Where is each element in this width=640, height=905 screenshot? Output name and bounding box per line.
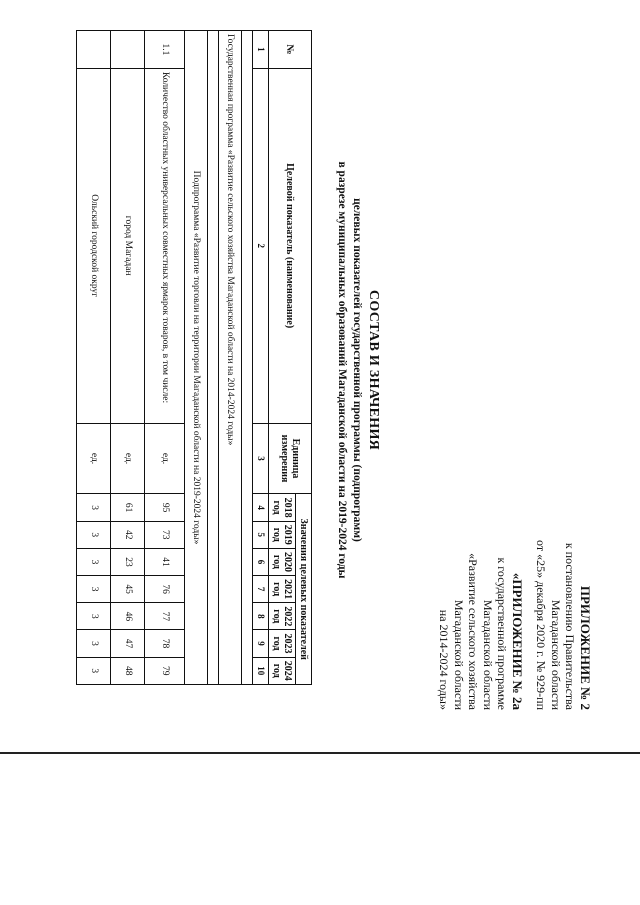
row-value: 3 [77, 521, 111, 548]
appendix-line: Магаданской области [452, 599, 466, 710]
column-number-row [253, 31, 269, 685]
row-value: 73 [145, 521, 185, 548]
header-year: 2023 год [269, 630, 296, 657]
row-indicator-name: Количество областных универсальных совместных ярмарок товаров, в том числе: [145, 68, 185, 423]
appendix-line: Магаданской области [481, 599, 495, 710]
column-number: 9 [253, 630, 269, 657]
row-value: 77 [145, 603, 185, 630]
row-value: 61 [111, 494, 145, 521]
document-heading [334, 20, 382, 720]
indicators-table [76, 30, 312, 685]
row-value: 41 [145, 548, 185, 575]
column-number: 1 [253, 31, 269, 69]
table-row [111, 31, 145, 685]
row-value: 3 [77, 548, 111, 575]
column-number: 2 [253, 68, 269, 423]
row-value: 48 [111, 657, 145, 684]
header-indicator-name: Целевой показатель (наименование) [269, 68, 312, 423]
appendix-subtitle: «ПРИЛОЖЕНИЕ № 2а [510, 572, 525, 710]
subprogram-row [185, 31, 208, 685]
header-year: 2024 год [269, 657, 296, 684]
header-year: 2021 год [269, 576, 296, 603]
column-number: 4 [253, 494, 269, 521]
row-indicator-name: Ольский городской округ [77, 68, 111, 423]
row-indicator-name: город Магадан [111, 68, 145, 423]
page-divider-line [0, 752, 640, 754]
row-value: 3 [77, 603, 111, 630]
row-value: 95 [145, 494, 185, 521]
subprogram-title: Подпрограмма «Развитие торговли на территории Магаданской области на 2019-2024 годы» [185, 31, 208, 685]
appendix-header [437, 20, 592, 710]
rotated-document-page [0, 20, 600, 720]
column-number: 3 [253, 423, 269, 494]
header-year: 2022 год [269, 603, 296, 630]
row-value: 42 [111, 521, 145, 548]
row-value: 3 [77, 494, 111, 521]
column-number: 8 [253, 603, 269, 630]
row-value: 3 [77, 657, 111, 684]
document-subtitle: в разрезе муниципальных образований Магаданской области на 2019-2024 годы [336, 161, 348, 579]
row-value: 78 [145, 630, 185, 657]
column-number: 6 [253, 548, 269, 575]
column-number: 10 [253, 657, 269, 684]
row-value: 3 [77, 576, 111, 603]
appendix-line: на 2014-2024 годы» [437, 609, 452, 710]
appendix-line: «Развитие сельского хозяйства [466, 553, 481, 710]
document-subtitle: целевых показателей государственной программы (подпрограмм) [351, 198, 363, 542]
row-value: 47 [111, 630, 145, 657]
row-number [111, 31, 145, 69]
appendix-line: к государственной программе [495, 557, 510, 710]
row-value: 79 [145, 657, 185, 684]
row-unit: ед. [111, 423, 145, 494]
row-value: 45 [111, 576, 145, 603]
appendix-line: Магаданской области [549, 599, 563, 710]
row-value: 3 [77, 630, 111, 657]
table-row [145, 31, 185, 685]
appendix-line: к постановлению Правительства [563, 542, 578, 710]
row-number [77, 31, 111, 69]
header-target-values: Значения целевых показателей [296, 494, 312, 685]
header-no: № [269, 31, 312, 69]
header-year: 2020 год [269, 548, 296, 575]
row-value: 76 [145, 576, 185, 603]
document-title: СОСТАВ И ЗНАЧЕНИЯ [366, 289, 381, 451]
header-year: 2018 год [269, 494, 296, 521]
row-unit: ед. [77, 423, 111, 494]
table-row [77, 31, 111, 685]
program-row [219, 31, 242, 685]
row-unit: ед. [145, 423, 185, 494]
header-year: 2019 год [269, 521, 296, 548]
program-title: Государственная программа «Развитие сельского хозяйства Магаданской области на 2014-2024 годы» [219, 31, 242, 685]
header-unit: Единица измерения [269, 423, 312, 494]
column-number: 5 [253, 521, 269, 548]
row-value: 46 [111, 603, 145, 630]
column-number: 7 [253, 576, 269, 603]
row-value: 23 [111, 548, 145, 575]
appendix-title: ПРИЛОЖЕНИЕ № 2 [578, 585, 593, 710]
appendix-date-number: от «25» декабря 2020 г. № 929-пп [534, 540, 549, 710]
row-number: 1.1 [145, 31, 185, 69]
